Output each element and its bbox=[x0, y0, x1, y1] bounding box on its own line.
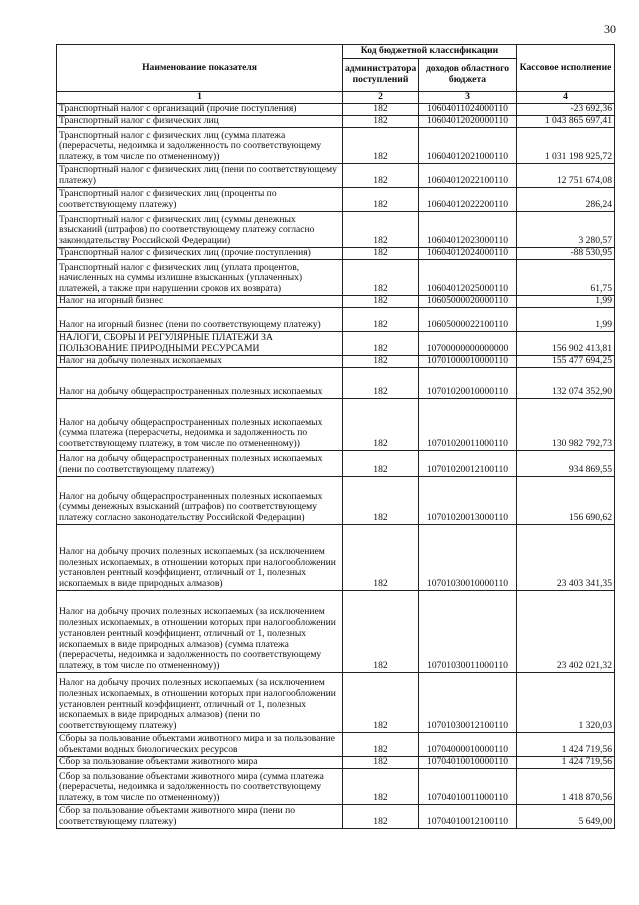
col-number-2: 2 bbox=[343, 92, 419, 104]
row-code: 10700000000000000 bbox=[419, 331, 517, 355]
header-income: доходов областного бюджета bbox=[419, 59, 517, 92]
table-row bbox=[57, 307, 615, 331]
row-admin: 182 bbox=[343, 524, 419, 590]
row-value: 61,75 bbox=[517, 259, 615, 295]
row-name: Сбор за пользование объектами животного мира (сумма платежа (перерасчеты, недоимка и задолженность по соответствующему платежу, в том числе по отмененному)) bbox=[57, 768, 343, 804]
row-admin: 182 bbox=[343, 103, 419, 115]
row-admin: 182 bbox=[343, 756, 419, 768]
row-code: 10604012025000110 bbox=[419, 259, 517, 295]
row-code: 10701000010000110 bbox=[419, 355, 517, 367]
row-value: 286,24 bbox=[517, 187, 615, 211]
row-value: 1,99 bbox=[517, 307, 615, 331]
row-code: 10704010010000110 bbox=[419, 756, 517, 768]
row-code: 10704010011000110 bbox=[419, 768, 517, 804]
row-code: 10701030011000110 bbox=[419, 590, 517, 672]
table-row bbox=[57, 331, 615, 355]
table-row bbox=[57, 115, 615, 127]
row-value: 23 402 021,32 bbox=[517, 590, 615, 672]
row-name: НАЛОГИ, СБОРЫ И РЕГУЛЯРНЫЕ ПЛАТЕЖИ ЗА ПОЛЬЗОВАНИЕ ПРИРОДНЫМИ РЕСУРСАМИ bbox=[57, 331, 343, 355]
row-name: Налог на добычу полезных ископаемых bbox=[57, 355, 343, 367]
table-row bbox=[57, 756, 615, 768]
row-code: 10604012022100110 bbox=[419, 163, 517, 187]
table-row bbox=[57, 524, 615, 590]
row-name: Налог на добычу общераспространенных полезных ископаемых (суммы денежных взысканий (штрафов) по соответствующему платежу согласно законодательству Российской Федерации) bbox=[57, 476, 343, 524]
row-value: 1 320,03 bbox=[517, 672, 615, 732]
row-name: Налог на добычу общераспространенных полезных ископаемых (сумма платежа (перерасчеты, недоимка и задолженность по соответствующему платежу, в том числе по отмененному)) bbox=[57, 398, 343, 450]
table-row bbox=[57, 768, 615, 804]
row-admin: 182 bbox=[343, 127, 419, 163]
row-name: Транспортный налог с физических лиц (суммы денежных взысканий (штрафов) по соответствующему платежу согласно законодательству Российской Федерации) bbox=[57, 211, 343, 247]
row-value: -88 530,95 bbox=[517, 247, 615, 259]
row-admin: 182 bbox=[343, 804, 419, 828]
header-name: Наименование показателя bbox=[57, 45, 343, 92]
row-code: 10701020010000110 bbox=[419, 367, 517, 398]
header-admin: администратора поступлений bbox=[343, 59, 419, 92]
budget-table bbox=[56, 44, 615, 829]
header-kbk-group: Код бюджетной классификации bbox=[343, 45, 517, 59]
row-name: Сборы за пользование объектами животного мира и за пользование объектами водных биологических ресурсов bbox=[57, 732, 343, 756]
row-name: Налог на игорный бизнес (пени по соответствующему платежу) bbox=[57, 307, 343, 331]
table-row bbox=[57, 187, 615, 211]
row-code: 10605000022100110 bbox=[419, 307, 517, 331]
row-value: 12 751 674,08 bbox=[517, 163, 615, 187]
table-row bbox=[57, 398, 615, 450]
row-code: 10701020011000110 bbox=[419, 398, 517, 450]
row-admin: 182 bbox=[343, 355, 419, 367]
row-code: 10701020012100110 bbox=[419, 450, 517, 476]
row-code: 10604012021000110 bbox=[419, 127, 517, 163]
header-cash: Кассовое исполнение bbox=[517, 45, 615, 92]
table-row bbox=[57, 672, 615, 732]
row-code: 10704000010000110 bbox=[419, 732, 517, 756]
row-admin: 182 bbox=[343, 768, 419, 804]
table-row bbox=[57, 163, 615, 187]
row-name: Транспортный налог с физических лиц (уплата процентов, начисленных на суммы излишне взысканных (уплаченных) платежей, а также при нарушении сроков их возврата) bbox=[57, 259, 343, 295]
col-number-3: 3 bbox=[419, 92, 517, 104]
row-value: 156 690,62 bbox=[517, 476, 615, 524]
row-name: Налог на добычу прочих полезных ископаемых (за исключением полезных ископаемых, в отношении которых при налогообложении установлен рентный коэффициент, отличный от 1, полезных ископаемых в виде природных алмазов) bbox=[57, 524, 343, 590]
row-value: 1 043 865 697,41 bbox=[517, 115, 615, 127]
row-name: Налог на добычу общераспространенных полезных ископаемых (пени по соответствующему платежу) bbox=[57, 450, 343, 476]
row-name: Транспортный налог с физических лиц (пени по соответствующему платежу) bbox=[57, 163, 343, 187]
row-value: 1 424 719,56 bbox=[517, 732, 615, 756]
row-code: 10704010012100110 bbox=[419, 804, 517, 828]
row-admin: 182 bbox=[343, 672, 419, 732]
row-value: -23 692,36 bbox=[517, 103, 615, 115]
row-code: 10701030010000110 bbox=[419, 524, 517, 590]
row-admin: 182 bbox=[343, 367, 419, 398]
row-name: Налог на добычу прочих полезных ископаемых (за исключением полезных ископаемых, в отношении которых при налогообложении установлен рентный коэффициент, отличный от 1, полезных ископаемых в виде природных алмазов) (пени по соответствующему платежу) bbox=[57, 672, 343, 732]
row-value: 1 424 719,56 bbox=[517, 756, 615, 768]
row-admin: 182 bbox=[343, 295, 419, 307]
row-name: Транспортный налог с физических лиц bbox=[57, 115, 343, 127]
table-row bbox=[57, 367, 615, 398]
row-admin: 182 bbox=[343, 590, 419, 672]
row-value: 23 403 341,35 bbox=[517, 524, 615, 590]
row-value: 1 031 198 925,72 bbox=[517, 127, 615, 163]
table-row bbox=[57, 450, 615, 476]
row-admin: 182 bbox=[343, 331, 419, 355]
table-row bbox=[57, 295, 615, 307]
table-row bbox=[57, 103, 615, 115]
table-row bbox=[57, 211, 615, 247]
table-row bbox=[57, 590, 615, 672]
row-name: Налог на игорный бизнес bbox=[57, 295, 343, 307]
row-name: Транспортный налог с физических лиц (прочие поступления) bbox=[57, 247, 343, 259]
row-admin: 182 bbox=[343, 187, 419, 211]
row-admin: 182 bbox=[343, 450, 419, 476]
row-name: Сбор за пользование объектами животного мира (пени по соответствующему платежу) bbox=[57, 804, 343, 828]
row-code: 10604012020000110 bbox=[419, 115, 517, 127]
table-row bbox=[57, 804, 615, 828]
row-value: 934 869,55 bbox=[517, 450, 615, 476]
row-name: Транспортный налог с физических лиц (сумма платежа (перерасчеты, недоимка и задолженность по соответствующему платежу, в том числе по отмененному)) bbox=[57, 127, 343, 163]
row-value: 1,99 bbox=[517, 295, 615, 307]
row-admin: 182 bbox=[343, 732, 419, 756]
row-admin: 182 bbox=[343, 476, 419, 524]
row-code: 10604011024000110 bbox=[419, 103, 517, 115]
row-code: 10604012023000110 bbox=[419, 211, 517, 247]
row-admin: 182 bbox=[343, 247, 419, 259]
row-value: 3 280,57 bbox=[517, 211, 615, 247]
row-code: 10701030012100110 bbox=[419, 672, 517, 732]
table-row bbox=[57, 127, 615, 163]
row-name: Сбор за пользование объектами животного мира bbox=[57, 756, 343, 768]
row-admin: 182 bbox=[343, 163, 419, 187]
row-name: Транспортный налог с физических лиц (проценты по соответствующему платежу) bbox=[57, 187, 343, 211]
row-name: Налог на добычу общераспространенных полезных ископаемых bbox=[57, 367, 343, 398]
row-admin: 182 bbox=[343, 211, 419, 247]
table-row bbox=[57, 259, 615, 295]
col-number-1: 1 bbox=[57, 92, 343, 104]
row-name: Налог на добычу прочих полезных ископаемых (за исключением полезных ископаемых, в отношении которых при налогообложении установлен рентный коэффициент, отличный от 1, полезных ископаемых в виде природных алмазов) (сумма платежа (перерасчеты, недоимка и задолженность по соответствующему платежу, в том числе по отмененному)) bbox=[57, 590, 343, 672]
row-admin: 182 bbox=[343, 307, 419, 331]
row-code: 10605000020000110 bbox=[419, 295, 517, 307]
row-value: 1 418 870,56 bbox=[517, 768, 615, 804]
table-row bbox=[57, 247, 615, 259]
row-code: 10604012024000110 bbox=[419, 247, 517, 259]
row-admin: 182 bbox=[343, 259, 419, 295]
row-code: 10701020013000110 bbox=[419, 476, 517, 524]
row-value: 132 074 352,90 bbox=[517, 367, 615, 398]
page-number: 30 bbox=[604, 22, 616, 36]
row-value: 156 902 413,81 bbox=[517, 331, 615, 355]
row-name: Транспортный налог с организаций (прочие поступления) bbox=[57, 103, 343, 115]
row-value: 5 649,00 bbox=[517, 804, 615, 828]
table-row bbox=[57, 732, 615, 756]
table-row bbox=[57, 476, 615, 524]
row-value: 130 982 792,73 bbox=[517, 398, 615, 450]
row-admin: 182 bbox=[343, 115, 419, 127]
row-code: 10604012022200110 bbox=[419, 187, 517, 211]
row-value: 155 477 694,25 bbox=[517, 355, 615, 367]
table-row bbox=[57, 355, 615, 367]
row-admin: 182 bbox=[343, 398, 419, 450]
col-number-4: 4 bbox=[517, 92, 615, 104]
